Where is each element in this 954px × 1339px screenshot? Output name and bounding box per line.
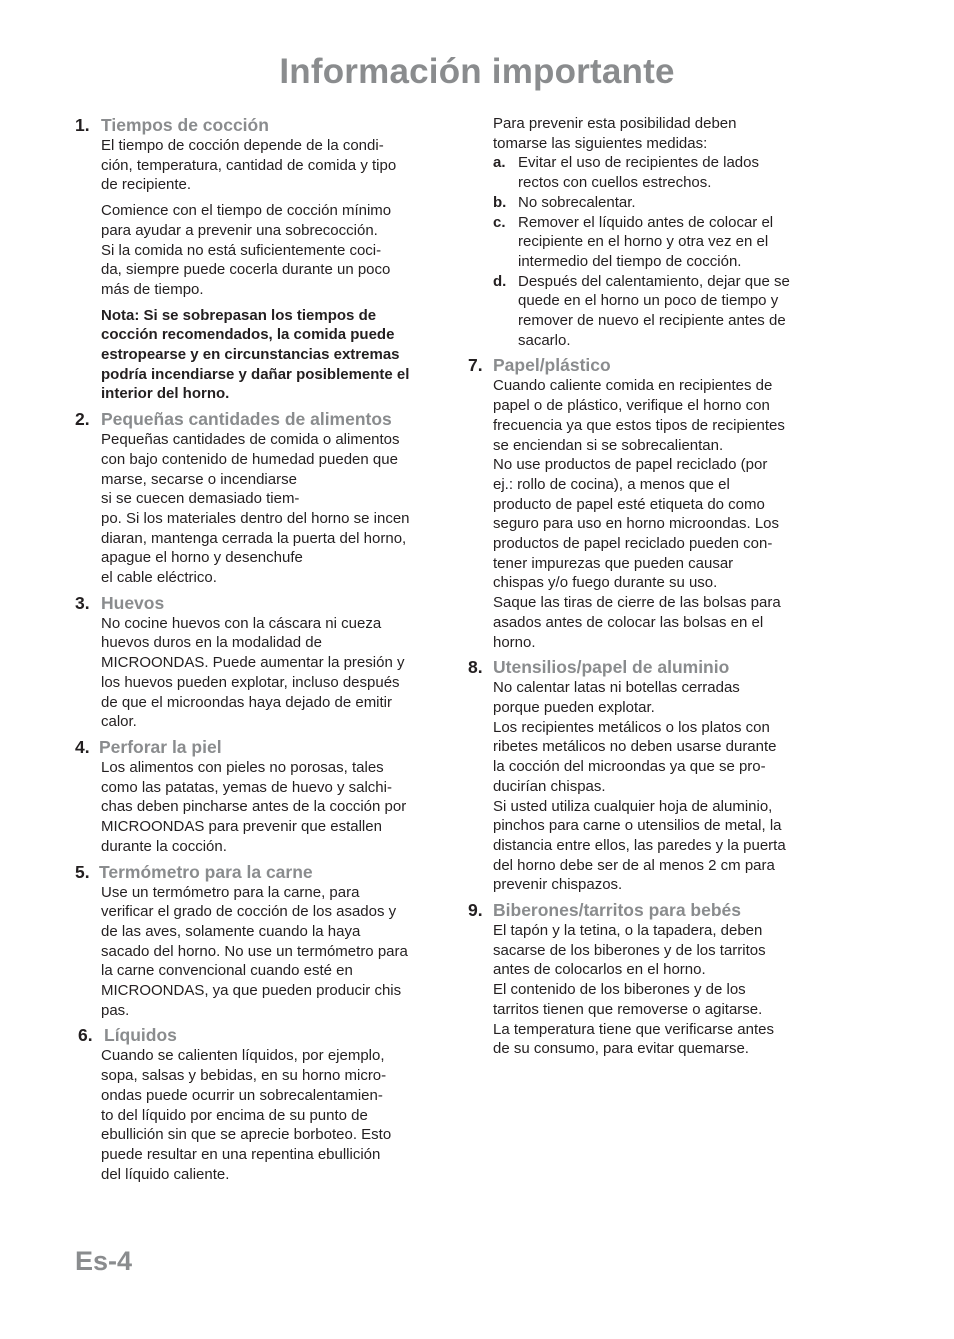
list-item-label: c. xyxy=(493,213,506,231)
text-line: sacarlo. xyxy=(518,331,571,349)
section-number: 8. xyxy=(468,657,483,678)
text-line: Evitar el uso de recipientes de lados xyxy=(518,154,759,172)
text-line: producto de papel esté etiqueta do como xyxy=(493,495,765,513)
list-item xyxy=(493,213,828,272)
list-item xyxy=(493,193,828,213)
section-heading xyxy=(468,656,828,678)
text-line: la carne convencional cuando esté en xyxy=(101,962,353,980)
text-line: con bajo contenido de humedad pueden que xyxy=(101,450,398,468)
text-line: Use un termómetro para la carne, para xyxy=(101,883,360,901)
text-line: durante la cocción. xyxy=(101,837,227,855)
text-line: diaran, mantenga cerrada la puerta del horno, xyxy=(101,529,407,547)
text-line: apague el horno y desenchufe xyxy=(101,549,303,567)
text-line: de recipiente. xyxy=(101,176,192,194)
text-line: El contenido de los biberones y de los xyxy=(493,981,746,999)
section-title: Tiempos de cocción xyxy=(101,115,269,135)
note-line: Nota: Si se sobrepasan los tiempos de xyxy=(101,306,377,324)
text-line: de su consumo, para evitar quemarse. xyxy=(493,1040,749,1058)
text-line: asados antes de colocar las bolsas en el xyxy=(493,613,764,631)
section-title: Utensilios/papel de aluminio xyxy=(493,657,730,678)
text-line: la cocción del microondas ya que se pro- xyxy=(493,758,766,776)
text-line: tarritos tienen que removerse o agitarse. xyxy=(493,1000,763,1018)
left-column xyxy=(75,114,450,1184)
section-heading xyxy=(75,408,450,430)
section-heading xyxy=(468,354,828,376)
text-line: El tiempo de cocción depende de la condi- xyxy=(101,137,384,154)
section-number: 3. xyxy=(75,592,90,613)
section-1 xyxy=(75,114,450,404)
note-line: podría incendiarse y dañar posiblemente el xyxy=(101,365,410,383)
text-line: más de tiempo. xyxy=(101,280,204,298)
section-number: 6. xyxy=(78,1025,93,1046)
text-line: ducirían chispas. xyxy=(493,777,606,795)
text-line: Si usted utiliza cualquier hoja de aluminio, xyxy=(493,797,773,815)
section-number: 1. xyxy=(75,115,90,135)
text-line: No sobrecalentar. xyxy=(518,193,636,211)
section-heading xyxy=(75,736,450,758)
section-number: 5. xyxy=(75,861,90,882)
list-item xyxy=(493,272,828,351)
text-line: MICROONDAS para prevenir que estallen xyxy=(101,818,382,836)
text-line: Saque las tiras de cierre de las bolsas para xyxy=(493,594,781,612)
text-line: Los alimentos con pieles no porosas, tales xyxy=(101,758,384,776)
text-line: se enciendan si se sobrecalientan. xyxy=(493,436,724,454)
text-line: verificar el grado de cocción de los asados y xyxy=(101,903,397,921)
note-line: cocción recomendados, la comida puede xyxy=(101,326,395,344)
text-line: calor. xyxy=(101,713,137,731)
text-line: pinchos para carne o utensilios de metal, la xyxy=(493,817,782,835)
section-3 xyxy=(75,592,450,732)
text-line: da, siempre puede cocerla durante un poco xyxy=(101,261,391,279)
section-9 xyxy=(468,899,828,1059)
text-line: marse, secarse o incendiarse xyxy=(101,470,297,488)
text-line: No cocine huevos con la cáscara ni cueza xyxy=(101,614,382,632)
section-title: Termómetro para la carne xyxy=(99,861,313,882)
text-line: ción, temperatura, cantidad de comida y tipo xyxy=(101,156,397,174)
text-line: ej.: rollo de cocina), a menos que el xyxy=(493,475,730,493)
text-line: recipiente en el horno y otra vez en el xyxy=(518,233,769,251)
text-line: Los recipientes metálicos o los platos con xyxy=(493,718,770,736)
text-line: puede resultar en una repentina ebullición xyxy=(101,1145,381,1163)
text-line: si se cuecen demasiado tiem- xyxy=(101,490,300,508)
section-number: 9. xyxy=(468,900,483,921)
text-line: MICROONDAS, ya que pueden producir chis xyxy=(101,982,402,1000)
text-line: tener impurezas que pueden causar xyxy=(493,554,734,572)
text-line: porque pueden explotar. xyxy=(493,698,655,716)
text-line: Remover el líquido antes de colocar el xyxy=(518,213,774,231)
section-title: Papel/plástico xyxy=(493,355,611,376)
section-number: 7. xyxy=(468,355,483,376)
text-line: del horno debe ser de al menos 2 cm para xyxy=(493,856,775,874)
text-line: rectos con cuellos estrechos. xyxy=(518,174,712,192)
text-line: seguro para uso en horno microondas. Los xyxy=(493,515,780,533)
note-line: interior del horno. xyxy=(101,385,230,403)
section-heading xyxy=(75,1024,450,1046)
section-title: Biberones/tarritos para bebés xyxy=(493,900,741,921)
text-line: No calentar latas ni botellas cerradas xyxy=(493,679,740,697)
text-line: el cable eléctrico. xyxy=(101,569,217,587)
text-line: huevos duros en la modalidad de xyxy=(101,634,322,652)
text-line: horno. xyxy=(493,633,536,651)
text-line: No use productos de papel reciclado (por xyxy=(493,456,768,474)
text-line: como las patatas, yemas de huevo y salchi- xyxy=(101,778,392,796)
section-title: Perforar la piel xyxy=(99,736,222,757)
text-line: de que el microondas haya dejado de emitir xyxy=(101,693,393,711)
text-line: Pequeñas cantidades de comida o alimentos xyxy=(101,431,400,449)
note-line: estropearse y en circunstancias extremas xyxy=(101,346,400,364)
text-line: MICROONDAS. Puede aumentar la presión y xyxy=(101,654,405,672)
right-column xyxy=(468,114,828,1059)
section-8 xyxy=(468,656,828,895)
section-number: 2. xyxy=(75,409,90,430)
text-line: sacado del horno. No use un termómetro para xyxy=(101,942,408,960)
section-heading xyxy=(75,114,450,136)
text-line: frecuencia ya que estos tipos de recipientes xyxy=(493,416,785,434)
text-line: po. Si los materiales dentro del horno se incen xyxy=(101,509,410,527)
text-line: distancia entre ellos, las paredes y la puerta xyxy=(493,836,786,854)
text-line: Comience con el tiempo de cocción mínimo xyxy=(101,202,392,220)
section-5 xyxy=(75,861,450,1021)
text-line: Cuando caliente comida en recipientes de xyxy=(493,377,773,395)
text-line: quede en el horno un poco de tiempo y xyxy=(518,292,779,310)
text-line: para ayudar a prevenir una sobrecocción. xyxy=(101,221,378,239)
text-line: del líquido caliente. xyxy=(101,1165,230,1183)
section-title: Líquidos xyxy=(104,1025,177,1046)
text-line: remover de nuevo el recipiente antes de xyxy=(518,312,786,330)
section-6-continued xyxy=(468,114,828,350)
text-line: Si la comida no está suficientemente coci- xyxy=(101,241,382,259)
text-line: antes de colocarlos en el horno. xyxy=(493,961,706,979)
section-heading xyxy=(75,861,450,883)
text-line: El tapón y la tetina, o la tapadera, deben xyxy=(493,922,763,940)
text-line: prevenir chispazos. xyxy=(493,876,623,894)
section-7 xyxy=(468,354,828,652)
text-line: pas. xyxy=(101,1001,130,1019)
page-title: Información importante xyxy=(279,52,675,91)
section-title: Pequeñas cantidades de alimentos xyxy=(101,409,392,430)
list-item-label: d. xyxy=(493,272,507,290)
text-line: ebullición sin que se aprecie borboteo. Esto xyxy=(101,1126,392,1144)
text-line: productos de papel reciclado pueden con- xyxy=(493,535,773,553)
text-line: chas deben pincharse antes de la cocción por xyxy=(101,798,407,816)
text-line: to del líquido por encima de su punto de xyxy=(101,1106,368,1124)
text-line: tomarse las siguientes medidas: xyxy=(493,134,708,152)
text-line: los huevos pueden explotar, incluso después xyxy=(101,673,400,691)
section-title: Huevos xyxy=(101,592,165,613)
text-line: Para prevenir esta posibilidad deben xyxy=(493,115,737,132)
text-line: ribetes metálicos no deben usarse durante xyxy=(493,738,777,756)
text-line: ondas puede ocurrir un sobrecalentamien- xyxy=(101,1086,383,1104)
list-item xyxy=(493,153,828,192)
text-line: intermedio del tiempo de cocción. xyxy=(518,252,742,270)
list-item-label: b. xyxy=(493,193,507,211)
section-6 xyxy=(75,1024,450,1184)
text-line: papel o de plástico, verifique el horno con xyxy=(493,397,770,415)
list-item-label: a. xyxy=(493,154,506,172)
page-number: Es-4 xyxy=(75,1246,133,1276)
section-heading xyxy=(468,899,828,921)
section-4 xyxy=(75,736,450,857)
text-line: Después del calentamiento, dejar que se xyxy=(518,272,790,290)
text-line: sacarse de los biberones y de los tarritos xyxy=(493,941,766,959)
text-line: de las aves, solamente cuando la haya xyxy=(101,922,361,940)
text-line: La temperatura tiene que verificarse antes xyxy=(493,1020,774,1038)
section-number: 4. xyxy=(75,736,90,757)
section-heading xyxy=(75,592,450,614)
text-line: Cuando se calienten líquidos, por ejemplo, xyxy=(101,1047,385,1065)
text-line: sopa, salsas y bebidas, en su horno micro- xyxy=(101,1067,387,1085)
section-2 xyxy=(75,408,450,588)
text-line: chispas y/o fuego durante su uso. xyxy=(493,574,718,592)
